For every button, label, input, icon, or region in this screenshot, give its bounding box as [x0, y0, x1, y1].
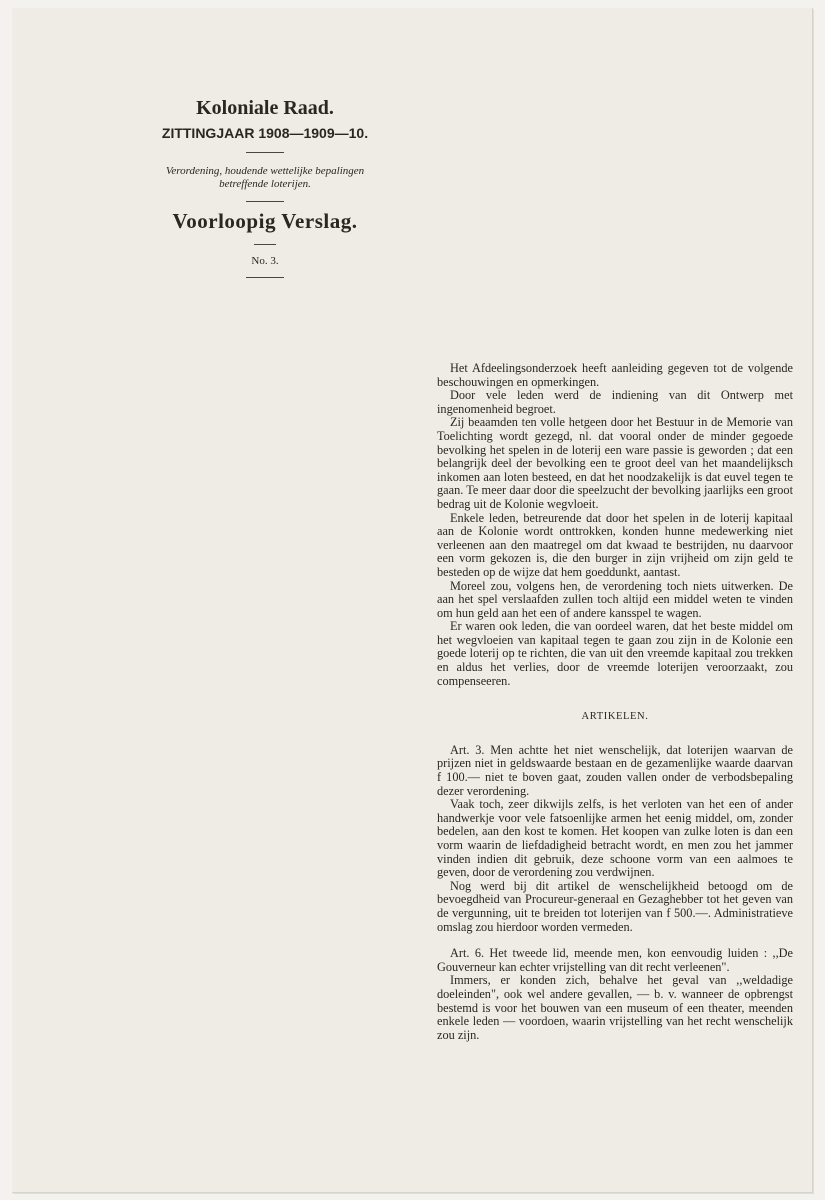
paragraph: Enkele leden, betreurende dat door het spelen in de loterij kapitaal aan de Kolonie wordt onttrokken, konden hunne medewerking niet verleenen aan den maatregel om dat kwaad te bestrijden, nu daarvoor een vorm gekozen is, die den burger in zijn vrijheid om zijn geld te besteden op de wijze dat hem goeddunkt, aantast.	[437, 510, 793, 579]
ordinance-subtitle	[140, 165, 390, 191]
document-page	[12, 8, 813, 1193]
paragraph: Moreel zou, volgens hen, de verordening toch niets uitwerken. De aan het spel verslaafden zullen toch altijd een middel weten te vinden om hun geld aan het een of andere kansspel te wagen.	[437, 578, 793, 620]
article-6-paragraph: Immers, er konden zich, behalve het geval van ,,weldadige doeleinden", ook wel andere gevallen, — b. v. wanneer de opbrengst bestemd is voor het bouwen van een museum of een theater, meenden enkele leden — voordoen, waarin vrijstelling van het recht wenschelijk zou zijn.	[437, 973, 793, 1042]
subtitle-line-1: Verordening, houdende wettelijke bepalingen	[165, 165, 365, 177]
subtitle-line-2: betreffende loterijen.	[219, 178, 311, 190]
article-3-paragraph: Vaak toch, zeer dikwijls zelfs, is het verloten van het een of ander handwerkje voor vele fatsoenlijke armen het eenig middel, om, zonder bedelen, aan den kost te komen. Het koopen van zulke loten is dan een vorm waarin de liefdadigheid betracht wordt, en men zou het jammer vinden indien dit gebruik, deze schoone vorm van een aalmoes te geven, door de verordening zou verdwijnen.	[437, 797, 793, 880]
paragraph: Door vele leden werd de indiening van dit Ontwerp met ingenomenheid begroet.	[437, 388, 793, 416]
document-number: No. 3.	[251, 255, 279, 267]
article-6-paragraph: Art. 6. Het tweede lid, meende men, kon eenvoudig luiden : ,,De Gouverneur kan echter vrijstelling van dit recht verleenen".	[437, 946, 793, 974]
divider	[246, 152, 284, 153]
paragraph: Zij beaamden ten volle hetgeen door het Bestuur in de Memorie van Toelichting wordt gezegd, nl. dat vooral onder de minder gegoede bevolking het spelen in de loterij een ware passie is geworden ; dat een belangrijk deel der bevolking een te groot deel van het maandelijksch inkomen aan loten besteed, en dat het noodzakelijk is dat euvel tegen te gaan. Te meer daar door die speelzucht der bevolking jaarlijks een groot bedrag uit de Kolonie wegvloeit.	[437, 415, 793, 511]
session-year: ZITTINGJAAR 1908—1909—10.	[161, 125, 369, 141]
divider	[254, 244, 276, 245]
report-title: Voorloopig Verslag.	[172, 209, 358, 233]
report-body	[437, 362, 793, 1042]
article-3-paragraph: Nog werd bij dit artikel de wenschelijkheid betoogd om de bevoegdheid van Procureur-generaal en Gezaghebber tot het geven van de vergunning, uit te breiden tot loterijen van f 500.—. Administratieve omslag zou hierdoor worden vermeden.	[437, 878, 793, 934]
section-heading-articles: ARTIKELEN.	[581, 711, 649, 723]
article-3-paragraph: Art. 3. Men achtte het niet wenschelijk, dat loterijen waarvan de prijzen niet in geldswaarde bestaan en de gezamenlijke waarde daarvan f 100.— niet te boven gaat, zouden vallen onder de verbodsbepaling dezer verordening.	[437, 742, 793, 798]
council-title: Koloniale Raad.	[196, 97, 334, 119]
paragraph: Er waren ook leden, die van oordeel waren, dat het beste middel om het wegvloeien van kapitaal tegen te gaan zou zijn in de Kolonie een goede loterij op te richten, die van uit den vreemde kapitaal zou trekken en aldus het verlies, door de vreemde loterijen veroorzaakt, zou compenseeren.	[437, 619, 793, 688]
paragraph: Het Afdeelingsonderzoek heeft aanleiding gegeven tot de volgende beschouwingen en opmerkingen.	[437, 361, 793, 389]
divider	[246, 201, 284, 202]
document-heading	[140, 96, 390, 278]
divider	[246, 277, 284, 278]
